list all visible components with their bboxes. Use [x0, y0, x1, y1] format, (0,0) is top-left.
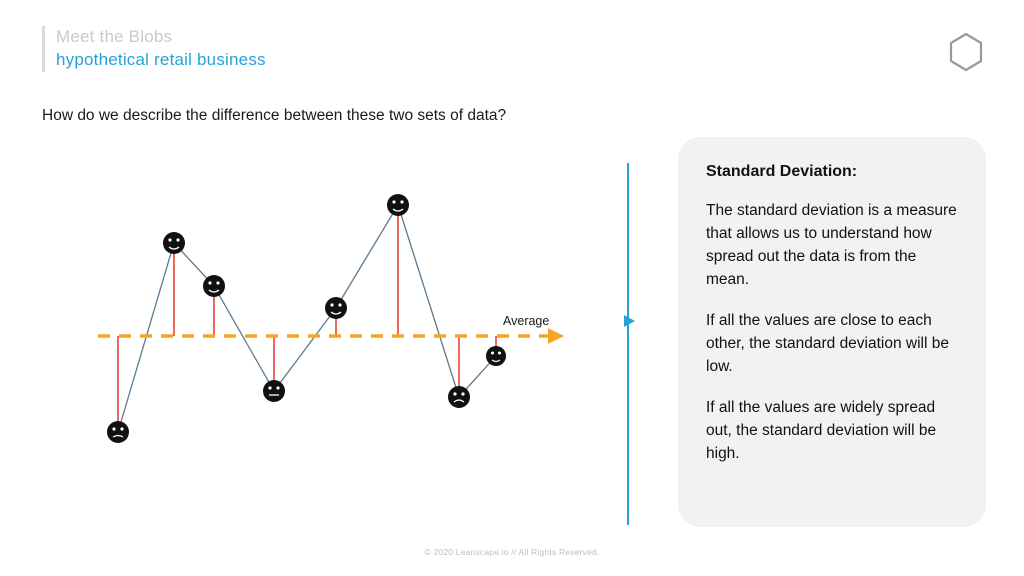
card-title: Standard Deviation:	[706, 163, 858, 180]
page-subtitle: hypothetical retail business	[56, 50, 266, 69]
blob-line-chart	[60, 160, 620, 480]
header-text-group	[56, 26, 266, 72]
blob-marker	[325, 297, 347, 319]
blob-marker	[263, 380, 285, 402]
blob-marker	[203, 275, 225, 297]
average-label: Average	[503, 314, 550, 328]
header-accent-bar	[42, 26, 45, 72]
card-paragraph: If all the values are close to each other, the standard deviation will be low.	[706, 312, 949, 375]
card-paragraph: If all the values are widely spread out, the standard deviation will be high.	[706, 399, 937, 462]
question-text: How do we describe the difference between these two sets of data?	[42, 107, 507, 124]
blob-marker	[163, 232, 185, 254]
standard-deviation-card	[678, 137, 986, 527]
blob-marker	[486, 346, 506, 366]
hexagon-outline-icon	[946, 30, 986, 74]
footer-copyright: © 2020 Leanscape.io // All Rights Reserved.	[424, 547, 600, 557]
slide-header	[42, 26, 266, 72]
blob-marker	[387, 194, 409, 216]
average-arrowhead	[548, 328, 564, 344]
blob-marker	[107, 421, 129, 443]
vertical-divider	[627, 163, 629, 525]
triangle-right-icon	[622, 313, 636, 329]
card-paragraph: The standard deviation is a measure that allows us to understand how spread out the data is from the mean.	[706, 202, 957, 288]
blob-marker	[448, 386, 470, 408]
page-title: Meet the Blobs	[56, 27, 173, 46]
